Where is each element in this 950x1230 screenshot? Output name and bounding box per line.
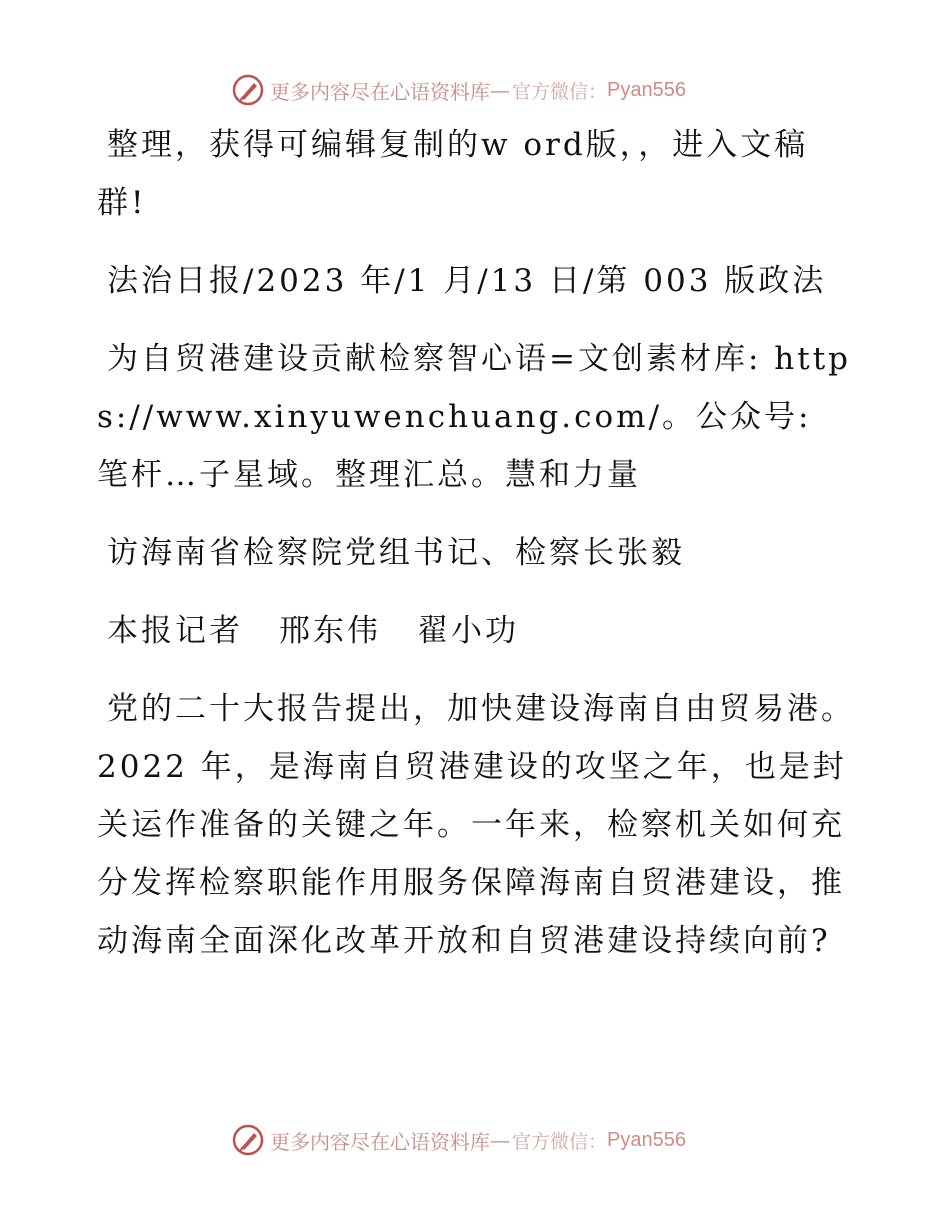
document-body [97,116,857,990]
watermark-wechat-label: 官方微信： [512,1130,608,1153]
watermark-dash: — [490,78,510,102]
watermark-handle: Pyan556 [607,78,686,101]
header-watermark [232,72,686,108]
watermark-handle: Pyan556 [607,1128,686,1151]
headline: 为自贸港建设贡献检察智心语=文创素材库: https://www.xinyuwenchuang.com/。公众号: 笔杆…子星域。整理汇总。慧和力量 [97,341,851,493]
byline [97,602,857,660]
source-line: 法治日报/2023 年/1 月/13 日/第 003 版政法 [107,263,827,299]
footer-watermark [232,1122,686,1158]
quill-logo-icon [232,74,264,106]
subheadline: 访海南省检察院党组书记、检察长张毅 [107,535,685,571]
watermark-wechat-label: 官方微信： [512,80,608,103]
quill-logo-icon [232,1124,264,1156]
watermark-dash: — [490,1128,510,1152]
body-paragraph: 党的二十大报告提出，加快建设海南自由贸易港。2022 年，是海南自贸港建设的攻坚之年，也是封关运作准备的关键之年。一年来，检察机关如何充分发挥检察职能作用服务保障海南自贸港建设，推动海南全面深化改革开放和自贸港建设持续向前? [97,691,855,959]
reporter-name-1: 邢东伟 [279,613,381,649]
byline-prefix: 本报记者 [107,613,243,649]
watermark-slogan: 更多内容尽在心语资料库 [270,79,490,104]
reporter-name-2: 翟小功 [417,613,519,649]
intro-text: 整理，获得可编辑复制的w ord版，，进入文稿群! [97,127,809,221]
watermark-slogan: 更多内容尽在心语资料库 [270,1129,490,1154]
